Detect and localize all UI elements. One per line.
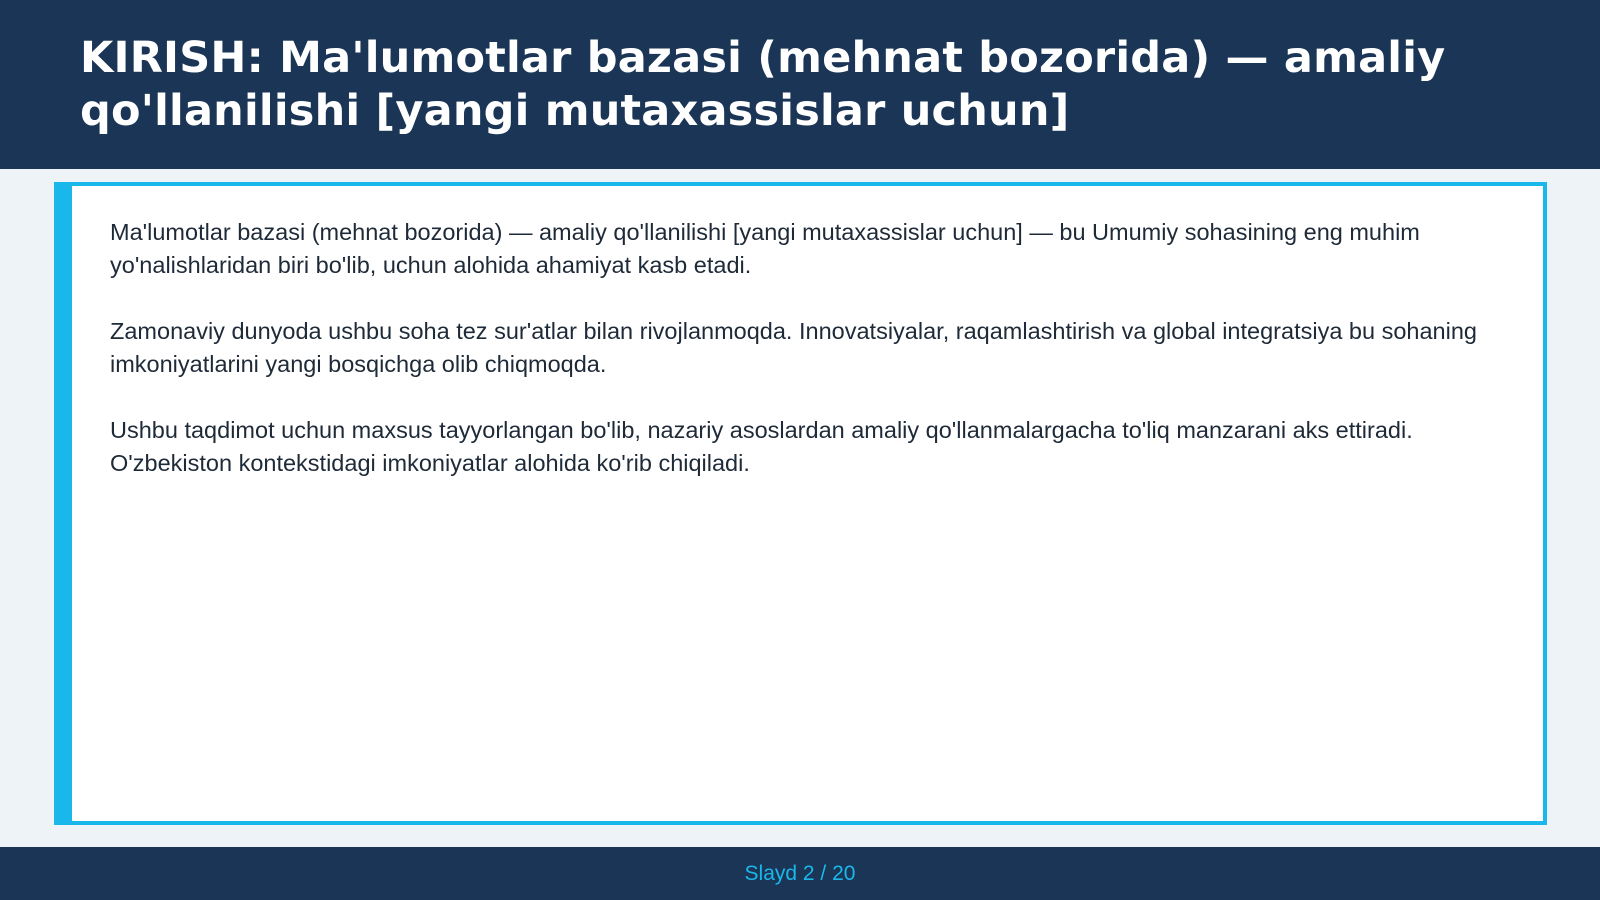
slide-counter: Slayd 2 / 20 [744,861,856,885]
paragraph-presentation-purpose: Ushbu taqdimot uchun maxsus tayyorlangan bo'lib, nazariy asoslardan amaliy qo'llanmalargacha to'liq manzarani aks ettiradi. O'zbekiston kontekstidagi imkoniyatlar alohida ko'rib chiqiladi. [110,417,1413,476]
content-card [54,182,1547,825]
paragraph-modern-world: Zamonaviy dunyoda ushbu soha tez sur'atlar bilan rivojlanmoqda. Innovatsiyalar, raqamlashtirish va global integratsiya bu sohaning imkoniyatlarini yangi bosqichga olib chiqmoqda. [110,318,1477,377]
paragraph-intro: Ma'lumotlar bazasi (mehnat bozorida) — amaliy qo'llanilishi [yangi mutaxassislar uchun] — bu Umumiy sohasining eng muhim yo'nalishlaridan biri bo'lib, uchun alohida ahamiyat kasb etadi. [110,219,1420,278]
slide-title: KIRISH: Ma'lumotlar bazasi (mehnat bozorida) — amaliy qo'llanilishi [yangi mutaxassislar uchun] [80,33,1446,136]
slide-footer [0,847,1600,900]
slide-header [0,0,1600,169]
